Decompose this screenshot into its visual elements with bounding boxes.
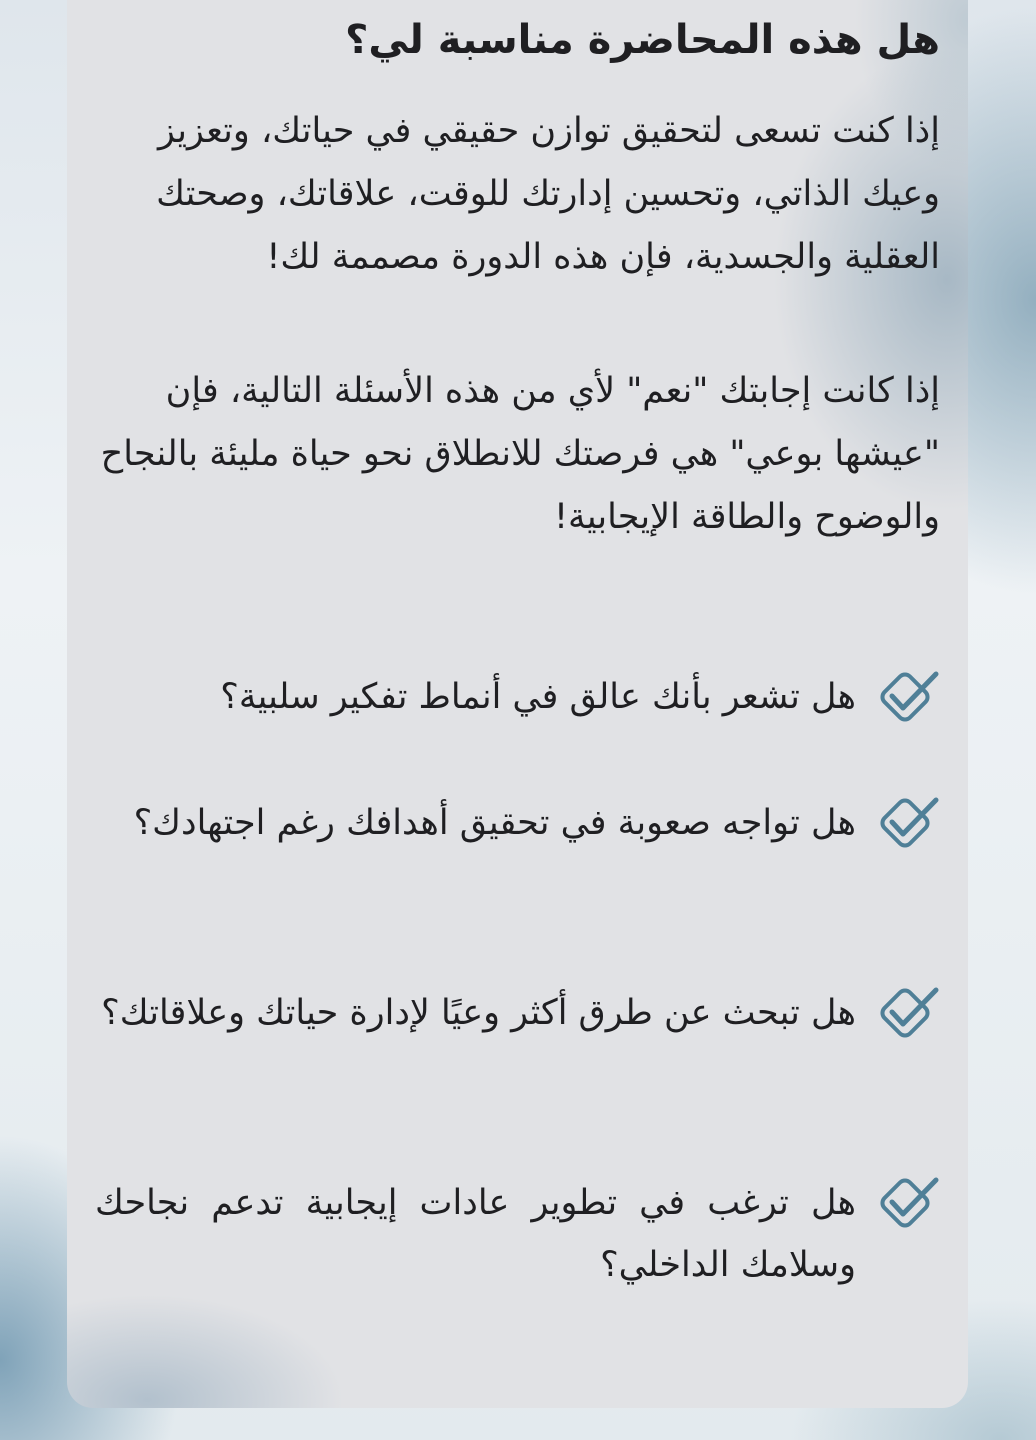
intro-paragraph: إذا كنت تسعى لتحقيق توازن حقيقي في حياتك، وتعزيز وعيك الذاتي، وتحسين إدارتك للوقت، علاقاتك، وصحتك العقلية والجسدية، فإن هذه الدورة مصممة لك!	[156, 111, 940, 277]
question-text: هل تبحث عن طرق أكثر وعيًا لإدارة حياتك وعلاقاتك؟	[101, 993, 856, 1033]
question-item	[95, 1168, 940, 1296]
question-item	[95, 662, 940, 732]
question-item	[95, 788, 940, 858]
question-text: هل تواجه صعوبة في تحقيق أهدافك رغم اجتهادك؟	[133, 803, 856, 843]
question-item	[95, 978, 940, 1048]
section-title: هل هذه المحاضرة مناسبة لي؟	[345, 17, 940, 63]
checkmark-diamond-icon	[870, 978, 940, 1048]
checkmark-diamond-icon	[870, 662, 940, 732]
content-card	[67, 0, 968, 1408]
question-text: هل تشعر بأنك عالق في أنماط تفكير سلبية؟	[220, 677, 856, 717]
checkmark-diamond-icon	[870, 788, 940, 858]
question-text: هل ترغب في تطوير عادات إيجابية تدعم نجاحك وسلامك الداخلي؟	[95, 1183, 856, 1285]
checkmark-diamond-icon	[870, 1168, 940, 1238]
lead-paragraph: إذا كانت إجابتك "نعم" لأي من هذه الأسئلة التالية، فإن "عيشها بوعي" هي فرصتك للانطلاق نحو حياة مليئة بالنجاح والوضوح والطاقة الإيجابية!	[100, 371, 940, 537]
